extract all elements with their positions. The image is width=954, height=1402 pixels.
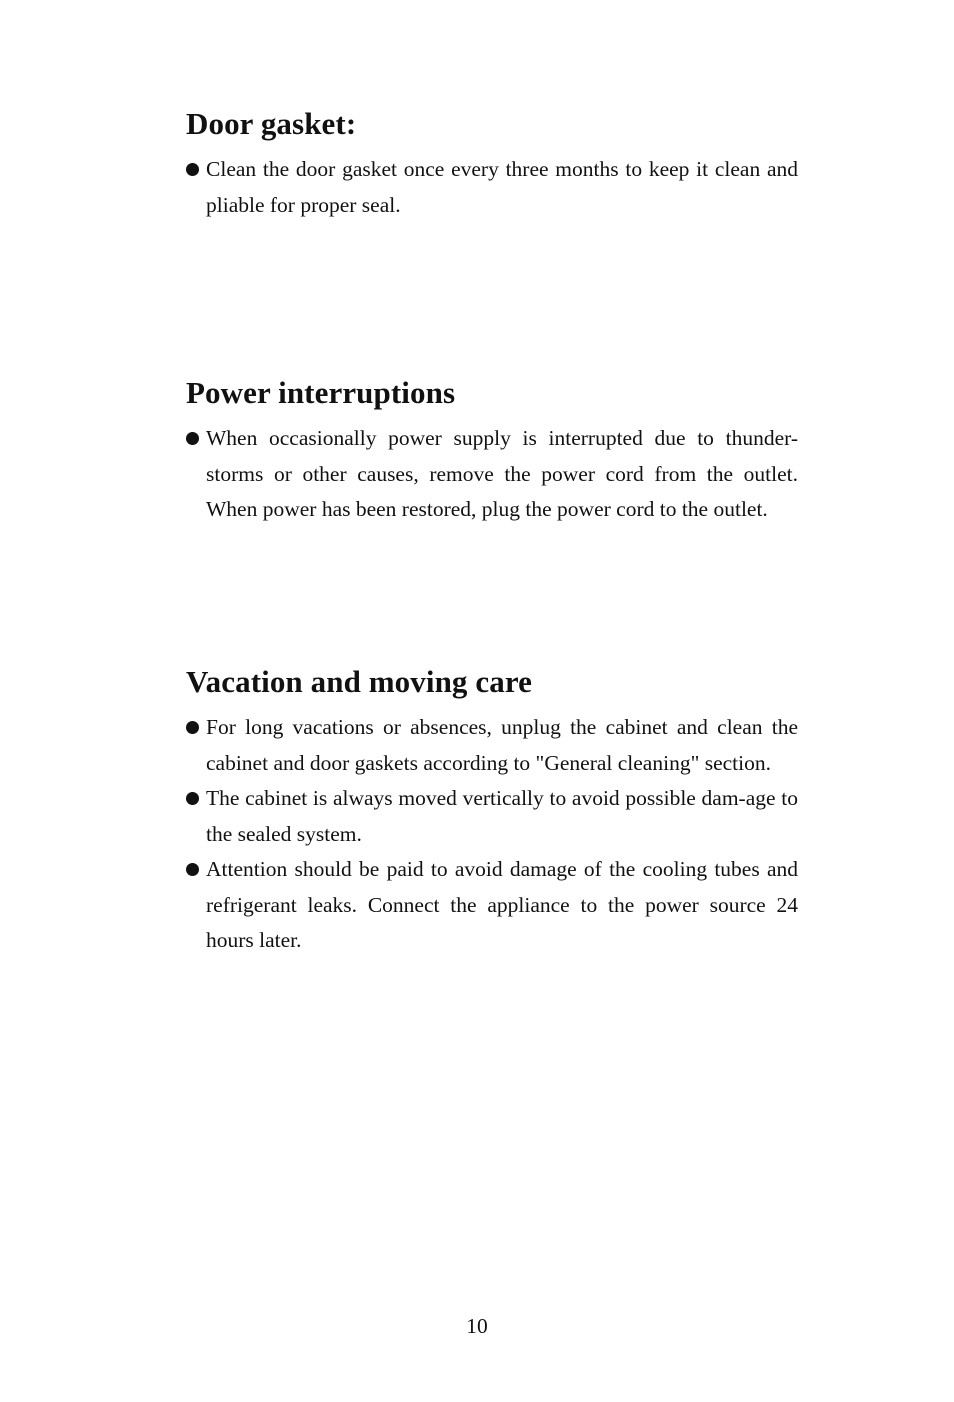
list-item <box>186 710 798 781</box>
bullet-icon <box>186 432 199 445</box>
list-item <box>186 781 798 852</box>
vacation-moving-list <box>186 710 798 959</box>
bullet-icon <box>186 721 199 734</box>
list-item-text: The cabinet is always moved vertically to avoid possible dam-age to the sealed system. <box>206 786 798 846</box>
list-item-text: Attention should be paid to avoid damage of the cooling tubes and refrigerant leaks. Connect the appliance to the power source 24 hours later. <box>206 857 798 952</box>
vacation-moving-section <box>186 664 798 959</box>
power-interruptions-heading: Power interruptions <box>186 375 456 410</box>
list-item <box>186 852 798 959</box>
list-item <box>186 421 798 528</box>
page-number: 10 <box>466 1314 488 1338</box>
bullet-icon <box>186 863 199 876</box>
door-gasket-list <box>186 152 798 223</box>
bullet-icon <box>186 163 199 176</box>
vacation-moving-heading: Vacation and moving care <box>186 664 533 699</box>
power-interruptions-list <box>186 421 798 528</box>
bullet-icon <box>186 792 199 805</box>
list-item-text: For long vacations or absences, unplug the cabinet and clean the cabinet and door gaskets according to "General cleaning" section. <box>206 715 798 775</box>
list-item-text: When occasionally power supply is interrupted due to thunder-storms or other causes, remove the power cord from the outlet. When power has been restored, plug the power cord to the outlet. <box>206 426 798 521</box>
power-interruptions-section <box>186 375 798 528</box>
door-gasket-section <box>186 106 798 223</box>
list-item-text: Clean the door gasket once every three months to keep it clean and pliable for proper seal. <box>206 157 798 217</box>
list-item <box>186 152 798 223</box>
door-gasket-heading: Door gasket: <box>186 106 357 141</box>
